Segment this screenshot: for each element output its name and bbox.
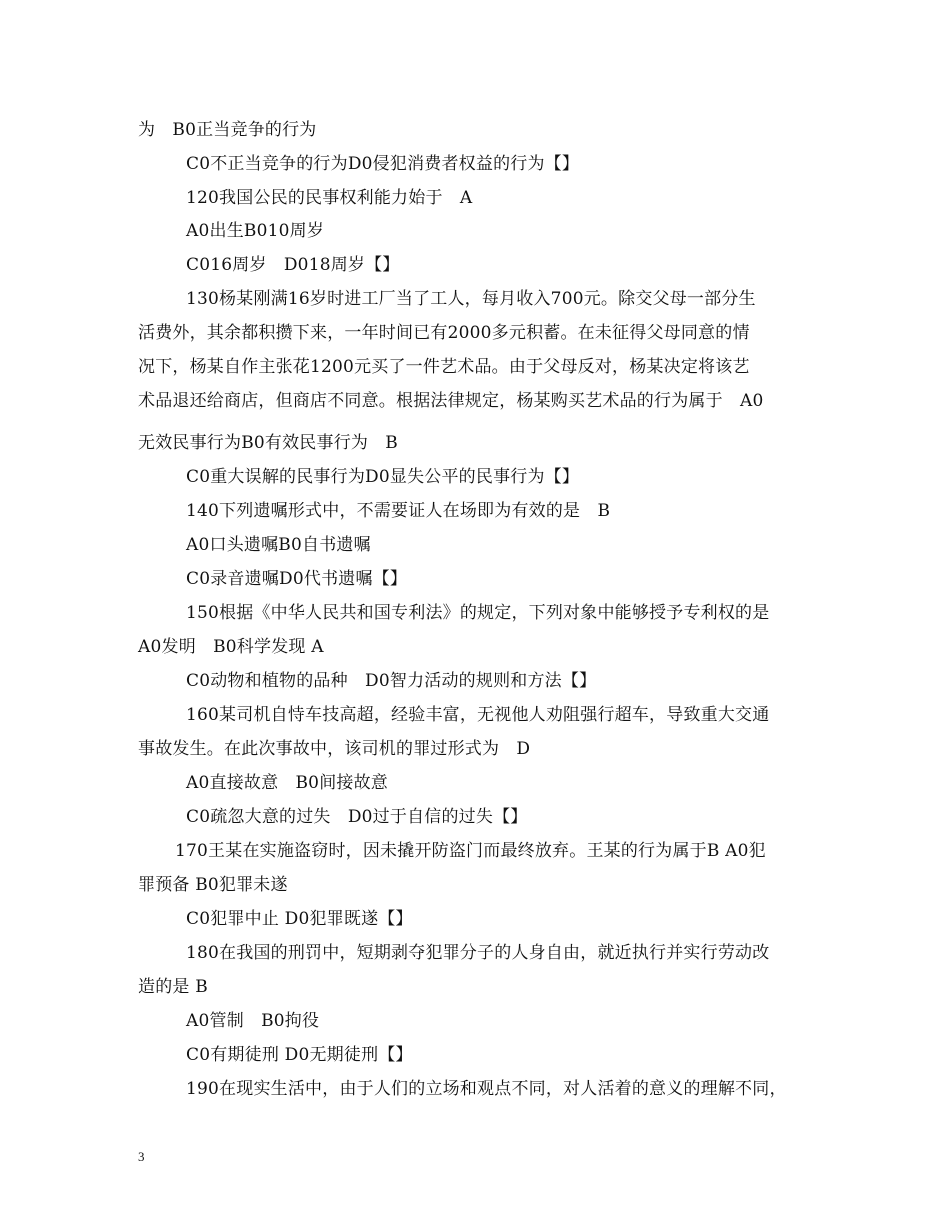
text-line-19: 事故发生。在此次事故中，该司机的罪过形式为 D — [138, 739, 531, 759]
text-line-17: C0动物和植物的品种 D0智力活动的规则和方法【】 — [186, 671, 597, 691]
text-line-26: 造的是 B — [138, 977, 208, 997]
text-line-18: 160某司机自恃车技高超，经验丰富，无视他人劝阻强行超车，导致重大交通 — [186, 705, 770, 725]
text-line-25: 180在我国的刑罚中，短期剥夺犯罪分子的人身自由，就近执行并实行劳动改 — [186, 943, 770, 963]
text-line-14: C0录音遗嘱D0代书遗嘱【】 — [186, 569, 408, 589]
text-line-22: 170王某在实施盗窃时，因未撬开防盗门而最终放弃。王某的行为属于B A0犯 — [175, 841, 766, 861]
text-line-11: C0重大误解的民事行为D0显失公平的民事行为【】 — [186, 467, 580, 487]
text-line-13: A0口头遗嘱B0自书遗嘱 — [186, 535, 371, 555]
text-line-15: 150根据《中华人民共和国专利法》的规定，下列对象中能够授予专利权的是 — [186, 603, 770, 623]
text-line-8: 况下，杨某自作主张花1200元买了一件艺术品。由于父母反对，杨某决定将该艺 — [138, 357, 750, 377]
page-number: 3 — [138, 1149, 145, 1164]
text-line-29: 190在现实生活中，由于人们的立场和观点不同，对人活着的意义的理解不同， — [186, 1079, 787, 1099]
text-line-6: 130杨某刚满16岁时进工厂当了工人，每月收入700元。除交父母一部分生 — [186, 289, 756, 309]
text-line-28: C0有期徒刑 D0无期徒刑【】 — [186, 1045, 413, 1065]
text-line-27: A0管制 B0拘役 — [186, 1011, 320, 1031]
text-line-2: C0不正当竞争的行为D0侵犯消费者权益的行为【】 — [186, 154, 580, 174]
text-line-20: A0直接故意 B0间接故意 — [186, 773, 389, 793]
text-line-3: 120我国公民的民事权利能力始于 A — [186, 188, 473, 208]
text-line-1: 为 B0正当竞争的行为 — [138, 120, 317, 140]
text-line-7: 活费外，其余都积攒下来，一年时间已有2000多元积蓄。在未征得父母同意的情 — [138, 323, 750, 343]
text-line-10: 无效民事行为B0有效民事行为 B — [138, 433, 399, 453]
text-line-16: A0发明 B0科学发现 A — [138, 637, 324, 657]
text-line-5: C016周岁 D018周岁【】 — [186, 255, 400, 275]
text-line-12: 140下列遗嘱形式中，不需要证人在场即为有效的是 B — [186, 501, 611, 521]
text-line-4: A0出生B010周岁 — [186, 221, 325, 241]
text-line-21: C0疏忽大意的过失 D0过于自信的过失【】 — [186, 807, 528, 827]
text-line-24: C0犯罪中止 D0犯罪既遂【】 — [186, 909, 413, 929]
text-line-9: 术品退还给商店，但商店不同意。根据法律规定，杨某购买艺术品的行为属于 A0 — [138, 391, 764, 411]
text-line-23: 罪预备 B0犯罪未遂 — [138, 875, 288, 895]
